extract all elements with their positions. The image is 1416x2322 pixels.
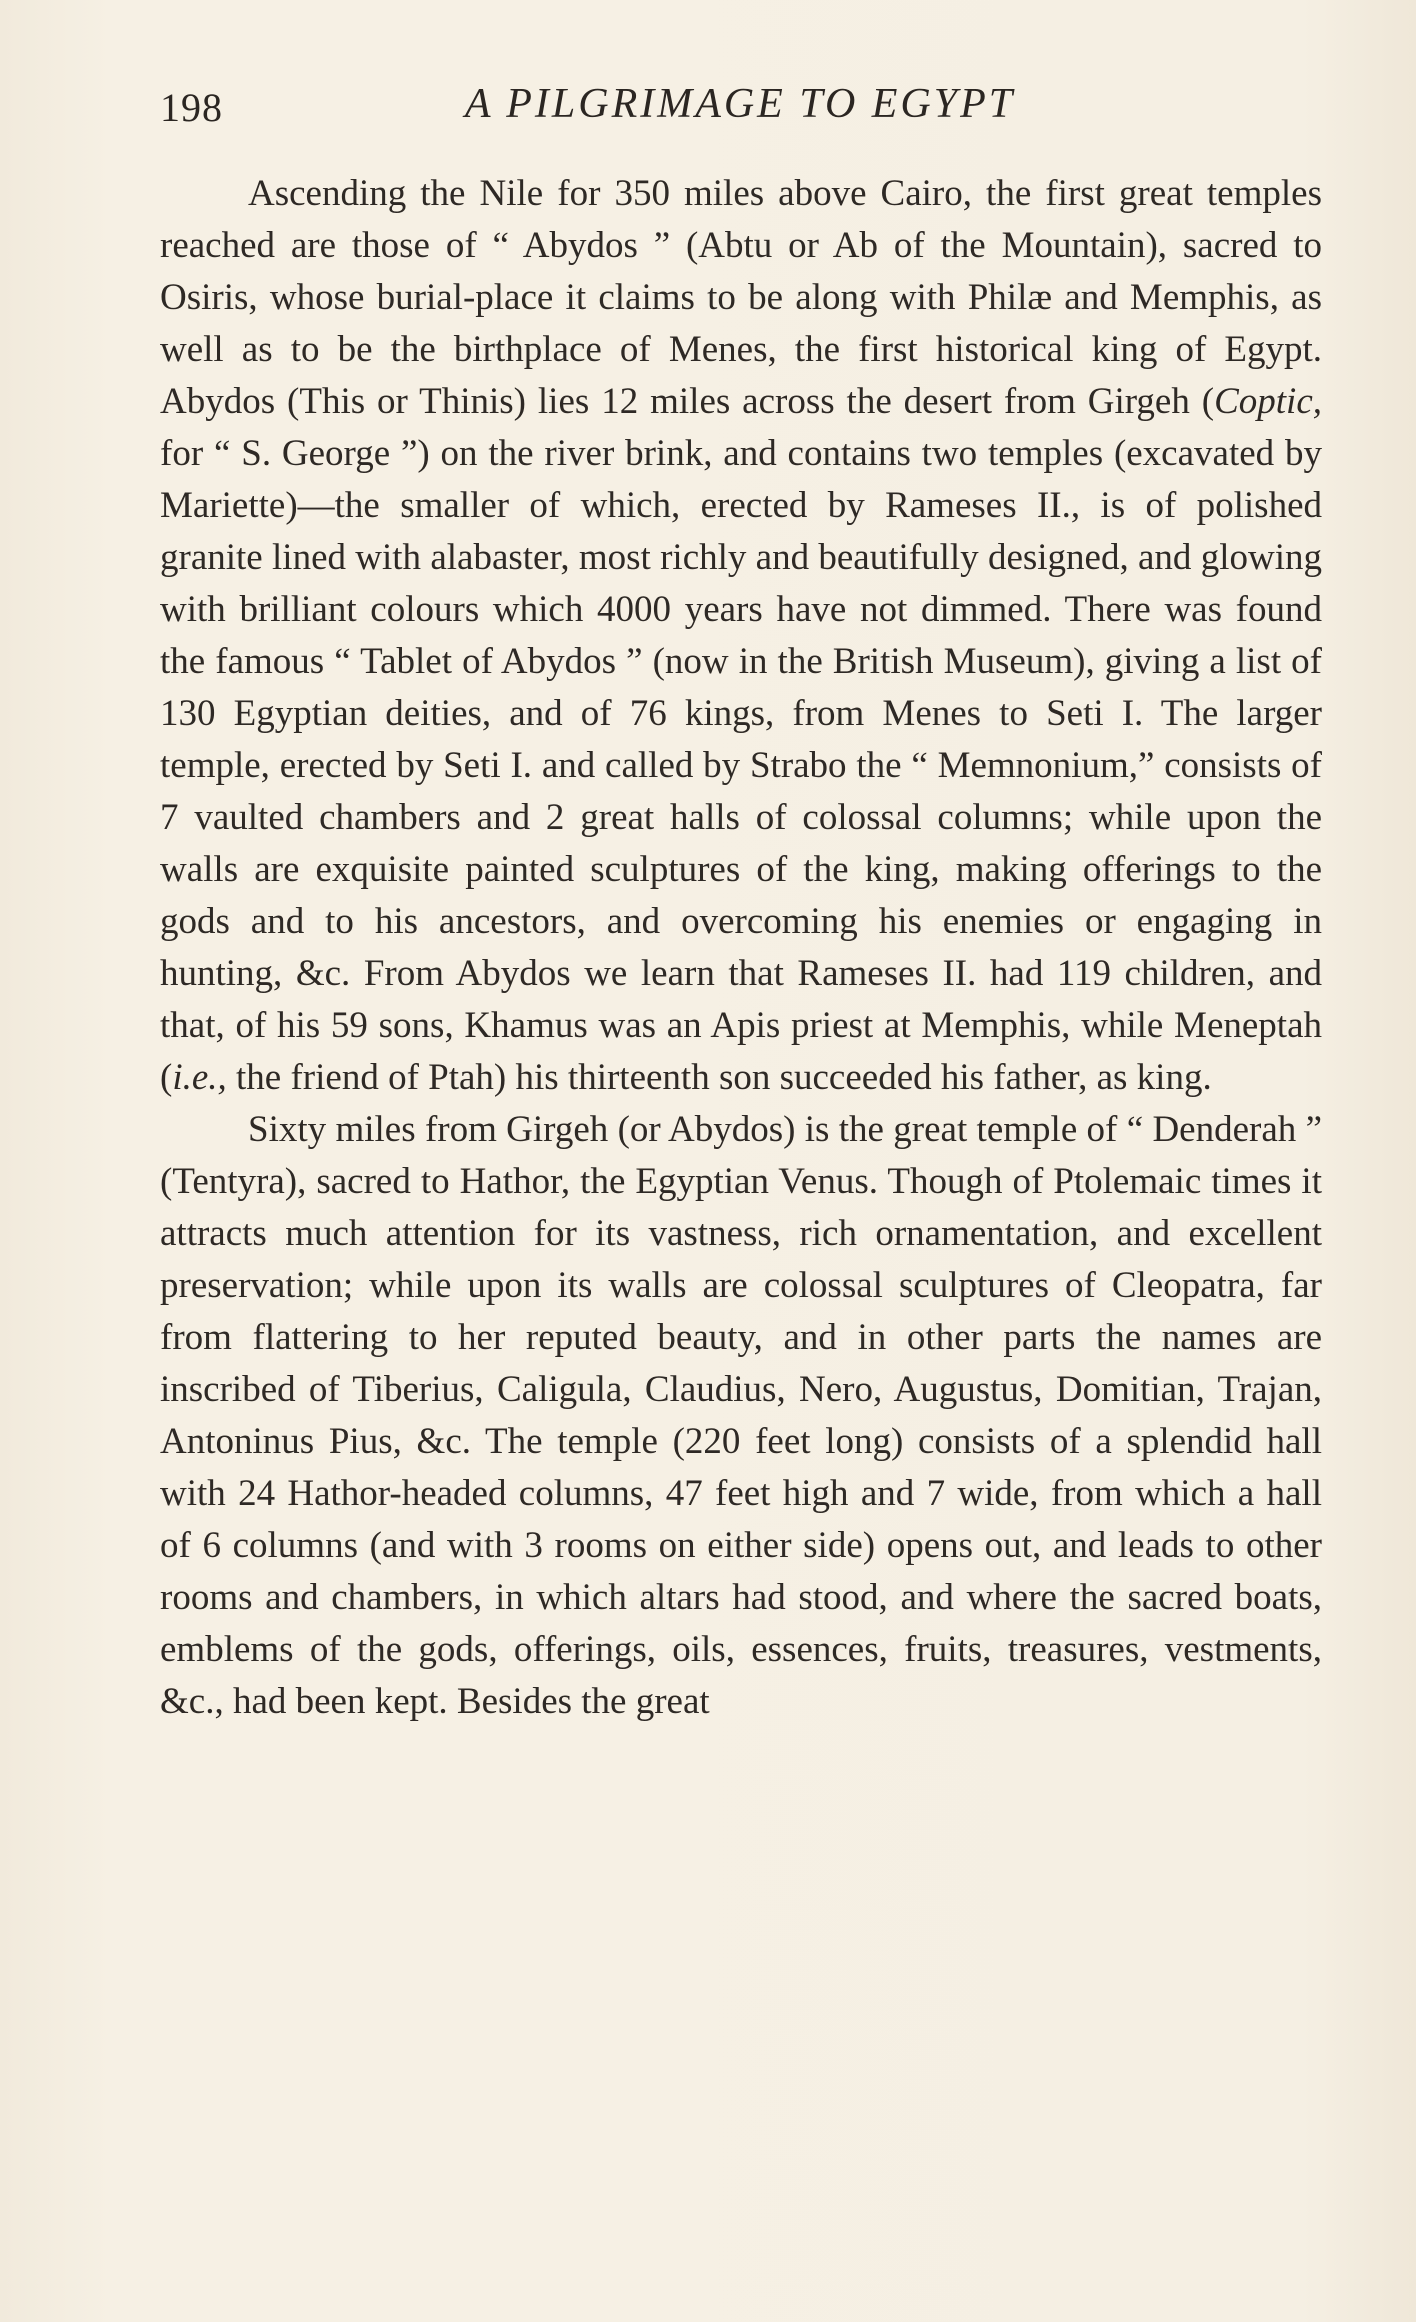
paragraph-abydos (160, 168, 1322, 1104)
text-segment: Ascending the Nile for 350 miles above Cairo, the first great temples reached are those of “ Abydos ” (Abtu or Ab of the Mountain), sacred to Osiris, whose burial-place it claims to be along with Philæ and Memphis, as well as to be the birthplace of Menes, the first historical king of Egypt. Abydos (This or Thinis) lies 12 miles across the desert from Girgeh ( (160, 173, 1322, 422)
text-segment: for “ S. George ”) on the river brink, and contains two temples (excavated by Mariette)—the smaller of which, erected by Rameses II., is of polished granite lined with alabaster, most richly and beautifully designed, and glowing with brilliant colours which 4000 years have not dimmed. There was found the famous “ Tablet of Abydos ” (now in the British Museum), giving a list of 130 Egyptian deities, and of 76 kings, from Menes to Seti I. The larger temple, erected by Seti I. and called by Strabo the “ Memnonium,” consists of 7 vaulted chambers and 2 great halls of colossal columns; while upon the walls are exquisite painted sculptures of the king, making offerings to the gods and to his ancestors, and overcoming his enemies or engaging in hunting, &c. From Abydos we learn that Rameses II. had 119 children, and that, of his 59 sons, Khamus was an Apis priest at Memphis, while Meneptah ( (160, 433, 1322, 1098)
paragraph-denderah: Sixty miles from Girgeh (or Abydos) is the great temple of “ Denderah ” (Tentyra), sacred to Hathor, the Egyptian Venus. Though of Ptolemaic times it attracts much attention for its vastness, rich ornamentation, and excellent preservation; while upon its walls are colossal sculptures of Cleopatra, far from flattering to her reputed beauty, and in other parts the names are inscribed of Tiberius, Caligula, Claudius, Nero, Augustus, Domitian, Trajan, Antoninus Pius, &c. The temple (220 feet long) consists of a splendid hall with 24 Hathor-headed columns, 47 feet high and 7 wide, from which a hall of 6 columns (and with 3 rooms on either side) opens out, and leads to other rooms and chambers, in which altars had stood, and where the sacred boats, emblems of the gods, offerings, oils, essences, fruits, treasures, vestments, &c., had been kept. Besides the great (160, 1109, 1322, 1722)
page-number: 198 (160, 85, 223, 130)
body-text (160, 168, 1322, 1728)
text-segment: the friend of Ptah) his thirteenth son succeeded his father, as king. (226, 1057, 1212, 1098)
italic-text: i.e., (172, 1057, 227, 1098)
running-title: A PILGRIMAGE TO EGYPT (464, 81, 1016, 127)
page-header (160, 80, 1320, 150)
italic-text: Coptic, (1214, 381, 1322, 422)
